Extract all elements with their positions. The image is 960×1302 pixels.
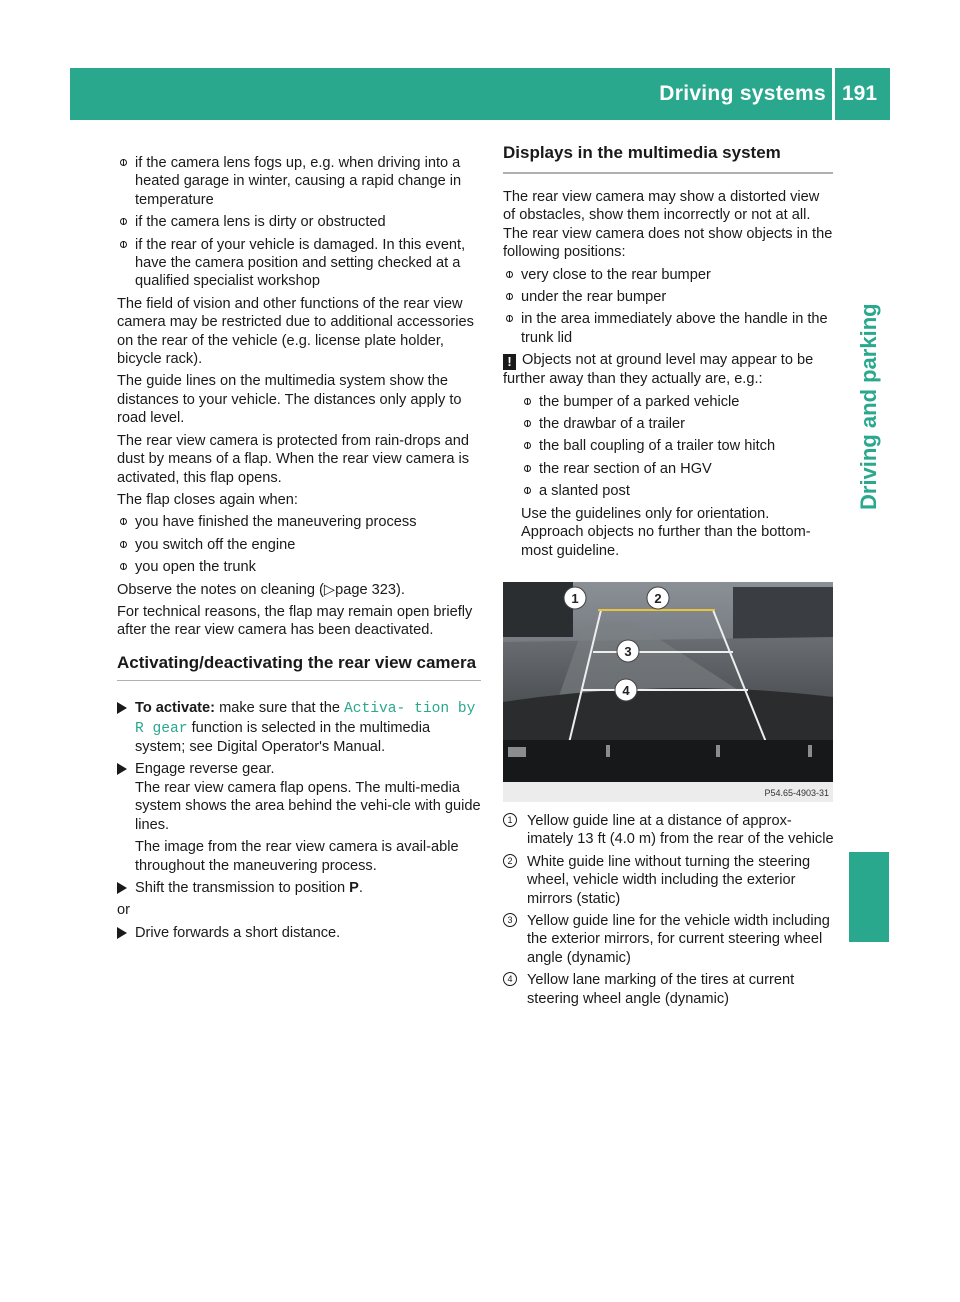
bullet-icon (506, 315, 513, 322)
image-code: P54.65-4903-31 (764, 788, 829, 798)
step: Drive forwards a short distance. (117, 924, 481, 942)
toolbar-icon (606, 745, 610, 757)
bullet-icon (120, 241, 127, 248)
callout-number: 4 (503, 972, 517, 986)
warning-icon: ! (503, 354, 516, 370)
heading-rule (117, 680, 481, 682)
list-item: the bumper of a parked vehicle (521, 393, 833, 411)
callout-label-2: 2 (654, 591, 662, 606)
menu-function-name: Activa‐ tion by R gear (135, 701, 476, 737)
bullet-icon (524, 398, 531, 405)
caption-item: 3 Yellow guide line for the vehicle width including the exterior mirrors, for current steering wheel angle (dynamic) (503, 912, 835, 967)
callout-number: 3 (503, 913, 517, 927)
page-number: 191 (842, 82, 878, 105)
callout-label-1: 1 (571, 591, 579, 606)
list-item: the drawbar of a trailer (521, 415, 833, 433)
section-heading: Activating/deactivating the rear view camera (117, 652, 477, 672)
bullet-icon (120, 218, 127, 225)
warning-note: ! Objects not at ground level may appear to be further away than they actually are, e.g.: (503, 352, 814, 388)
section-title: Driving systems (659, 82, 826, 105)
page-header (70, 68, 890, 120)
chapter-label: Driving and parking (856, 303, 881, 510)
left-column (117, 154, 481, 946)
bullet-icon (524, 465, 531, 472)
step: To activate: make sure that the Activa‐ tion by R gear function is selected in the multimedia system; see Digital Operator's Manual. (117, 699, 481, 756)
bullet-icon (524, 442, 531, 449)
bullet-icon (506, 271, 513, 278)
step-arrow-icon (117, 702, 127, 714)
callout-label-4: 4 (622, 683, 630, 698)
paragraph: For technical reasons, the flap may remain open briefly after the rear view camera has been deactivated. (117, 603, 473, 639)
list-item: under the rear bumper (503, 288, 833, 306)
callout-label-3: 3 (624, 644, 632, 659)
bullet-icon (120, 541, 127, 548)
step: Engage reverse gear. The rear view camera flap opens. The multi-media system shows the area behind the vehi-cle with guide lines. (117, 760, 481, 834)
right-column (503, 188, 833, 564)
back-icon (508, 747, 526, 757)
paragraph: The rear view camera may show a distorted view of obstacles, show them incorrectly or not at all. The rear view camera does not show objects in the following positions: (503, 189, 833, 261)
list-item: a slanted post (521, 482, 833, 500)
list-item: in the area immediately above the handle in the trunk lid (503, 310, 833, 347)
paragraph: Approach objects no further than the bottom-most guideline. (521, 524, 811, 559)
paragraph: Observe the notes on cleaning (▷page 323). (117, 581, 405, 598)
page-ref-link[interactable]: page 323). (335, 581, 405, 598)
rear-camera-image (503, 582, 833, 802)
bullet-icon (524, 420, 531, 427)
list-item: you open the trunk (117, 558, 481, 576)
paragraph: The rear view camera is protected from rain-drops and dust by means of a flap. When the rear view camera is activated, this flap opens. (117, 432, 470, 486)
list-item: very close to the rear bumper (503, 266, 833, 284)
paragraph: Use the guidelines only for orientation. (521, 505, 770, 522)
parked-car-left (503, 582, 573, 637)
list-item: you have finished the maneuvering process (117, 513, 481, 531)
bullet-icon (524, 487, 531, 494)
bullet-icon (506, 293, 513, 300)
paragraph: The guide lines on the multimedia system show the distances to your vehicle. The distances only apply to road level. (117, 373, 462, 427)
step-arrow-icon (117, 763, 127, 775)
list-item: if the camera lens fogs up, e.g. when driving into a heated garage in winter, causing a rapid change in temperature (117, 154, 481, 209)
caption-item: 2 White guide line without turning the steering wheel, vehicle width including the exterior mirrors (static) (503, 853, 835, 908)
header-separator (832, 68, 835, 120)
list-item: if the rear of your vehicle is damaged. In this event, have the camera position and setting checked at a qualified specialist workshop (117, 236, 481, 291)
callout-number: 1 (503, 813, 517, 827)
step-arrow-icon (117, 882, 127, 894)
heading-rule (503, 172, 833, 174)
caption-list (503, 812, 835, 1012)
bullet-icon (120, 518, 127, 525)
step: Shift the transmission to position P. (117, 879, 481, 897)
toolbar-icon (808, 745, 812, 757)
section-heading: Displays in the multimedia system (503, 143, 781, 162)
paragraph: The field of vision and other functions of the rear view camera may be restricted due to additional accessories on the rear of the vehicle (e.g. license plate holder, bicycle rack). (117, 295, 474, 368)
bullet-icon (120, 563, 127, 570)
list-item: if the camera lens is dirty or obstructed (117, 213, 481, 231)
callout-number: 2 (503, 854, 517, 868)
caption-item: 1 Yellow guide line at a distance of approx-imately 13 ft (4.0 m) from the rear of the vehicle (503, 812, 835, 849)
chapter-marker (849, 852, 889, 942)
toolbar-icon (716, 745, 720, 757)
list-item: you switch off the engine (117, 536, 481, 554)
list-item: the rear section of an HGV (521, 460, 833, 478)
page-ref-arrow-icon: ▷ (323, 581, 336, 598)
caption-item: 4 Yellow lane marking of the tires at current steering wheel angle (dynamic) (503, 971, 835, 1008)
camera-toolbar (503, 740, 833, 782)
chapter-tab (849, 300, 889, 820)
paragraph: or (117, 902, 130, 919)
list-item: the ball coupling of a trailer tow hitch (521, 437, 833, 455)
paragraph: The image from the rear view camera is avail-able throughout the maneuvering process. (135, 839, 459, 874)
step-arrow-icon (117, 927, 127, 939)
paragraph: The flap closes again when: (117, 491, 298, 508)
bullet-icon (120, 159, 127, 166)
